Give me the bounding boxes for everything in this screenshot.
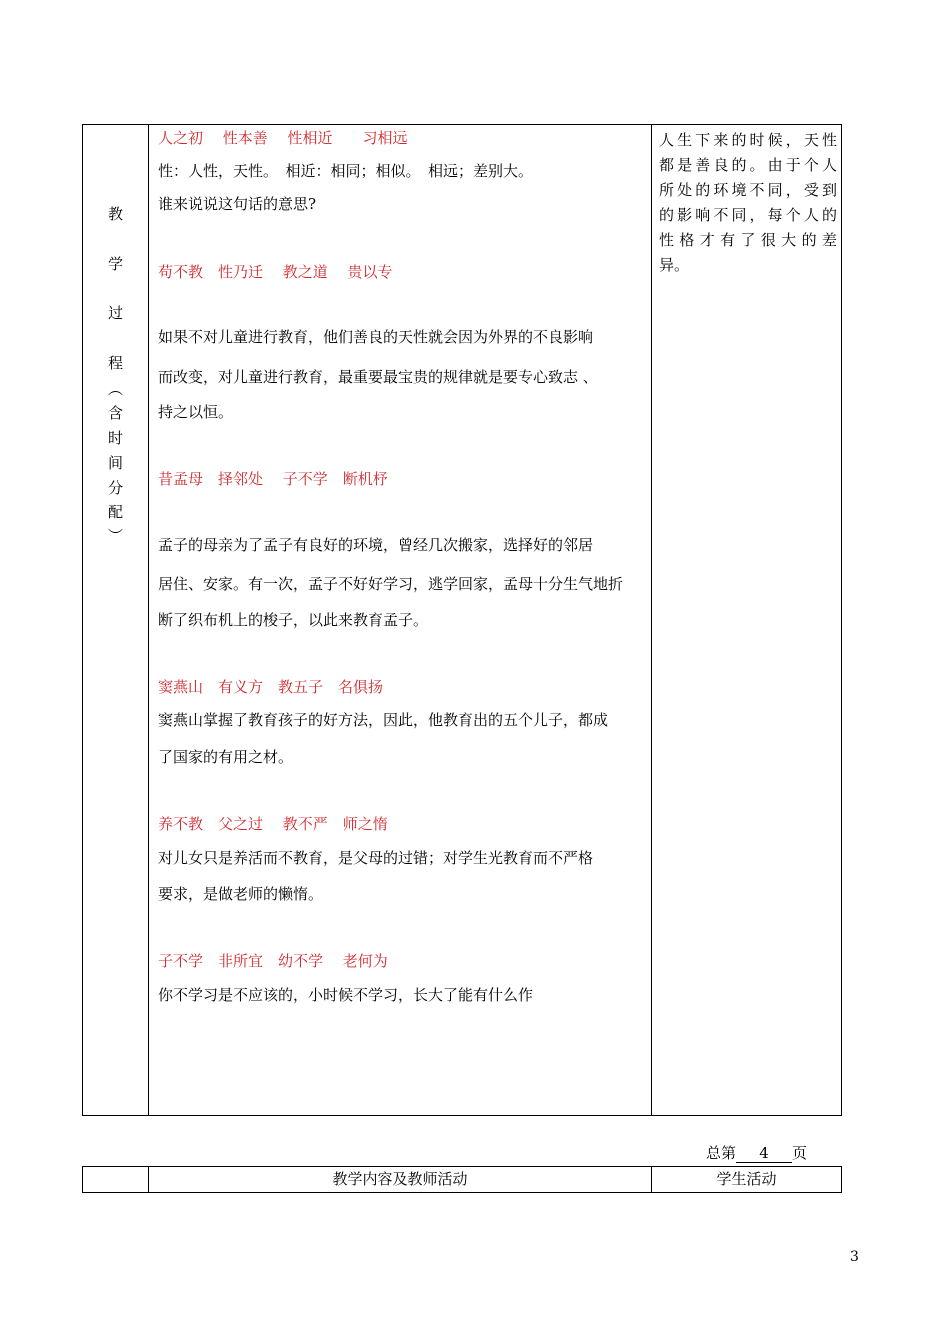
student-activity-line: 所处的环境不同，受到 (659, 181, 837, 199)
lesson-table (82, 124, 842, 1116)
verse-line: 昔孟母 择邻处 子不学 断机杼 (158, 470, 388, 488)
explanation-line: 窦燕山掌握了教育孩子的好方法，因此，他教育出的五个儿子，都成 (158, 711, 609, 729)
page-total-prefix: 总第 (706, 1144, 737, 1162)
student-activity-line: 都是善良的。由于个人 (659, 156, 837, 174)
student-activity-line: 人生下来的时候，天性 (659, 131, 837, 149)
page-total (706, 1142, 807, 1163)
student-activity (659, 128, 837, 278)
label-char: 时 (107, 429, 123, 447)
page-total-suffix: 页 (792, 1144, 808, 1162)
student-activity-line: 异。 (659, 256, 690, 274)
header-teaching-content: 教学内容及教师活动 (332, 1170, 468, 1188)
page-total-number: 4 (736, 1144, 792, 1163)
column-divider (651, 125, 652, 1115)
column-divider (148, 125, 149, 1115)
question-line: 谁来说说这句话的意思? (158, 195, 317, 213)
label-char: 间 (107, 454, 123, 472)
label-char: 分 (107, 479, 123, 497)
verse-line: 人之初 性本善 性相近 习相远 (158, 129, 408, 147)
verse-line: 窦燕山 有义方 教五子 名俱扬 (158, 678, 384, 696)
label-char: 教 (107, 205, 123, 223)
verse-line: 苟不教 性乃迁 教之道 贵以专 (158, 263, 393, 281)
explanation-line: 而改变，对儿童进行教育，最重要最宝贵的规律就是要专心致志 、 (158, 368, 598, 386)
page-number: 3 (850, 1249, 859, 1265)
explanation-line: 断了织布机上的梭子，以此来教育孟子。 (158, 611, 429, 629)
teaching-process-label (83, 125, 148, 1115)
label-char: ︵ (107, 380, 123, 398)
explanation-line: 要求，是做老师的懒惰。 (158, 885, 324, 903)
footer-table (82, 1166, 842, 1193)
label-char: 配 (107, 503, 123, 521)
student-activity-line: 性格才有了很大的差 (659, 231, 837, 249)
label-char: 程 (107, 354, 123, 372)
explanation-line: 了国家的有用之材。 (158, 748, 294, 766)
label-char: 过 (107, 304, 123, 322)
explanation-line: 持之以恒。 (158, 403, 234, 421)
explanation-line: 你不学习是不应该的，小时候不学习，长大了能有什么作 (158, 986, 534, 1004)
label-char: ︶ (107, 527, 123, 545)
explanation-line: 性：人性，天性。 相近：相同；相似。 相远；差别大。 (158, 162, 534, 180)
header-student-activity: 学生活动 (716, 1170, 777, 1188)
verse-line: 子不学 非所宜 幼不学 老何为 (158, 952, 388, 970)
label-char: 学 (107, 255, 123, 273)
verse-line: 养不教 父之过 教不严 师之惰 (158, 815, 388, 833)
student-activity-line: 的影响不同，每个人的 (659, 206, 837, 224)
explanation-line: 如果不对儿童进行教育，他们善良的天性就会因为外界的不良影响 (158, 328, 594, 346)
explanation-line: 对儿女只是养活而不教育，是父母的过错；对学生光教育而不严格 (158, 849, 594, 867)
label-char: 含 (107, 404, 123, 422)
explanation-line: 孟子的母亲为了孟子有良好的环境，曾经几次搬家，选择好的邻居 (158, 536, 594, 554)
explanation-line: 居住、安家。有一次，孟子不好好学习，逃学回家，孟母十分生气地折 (158, 575, 624, 593)
